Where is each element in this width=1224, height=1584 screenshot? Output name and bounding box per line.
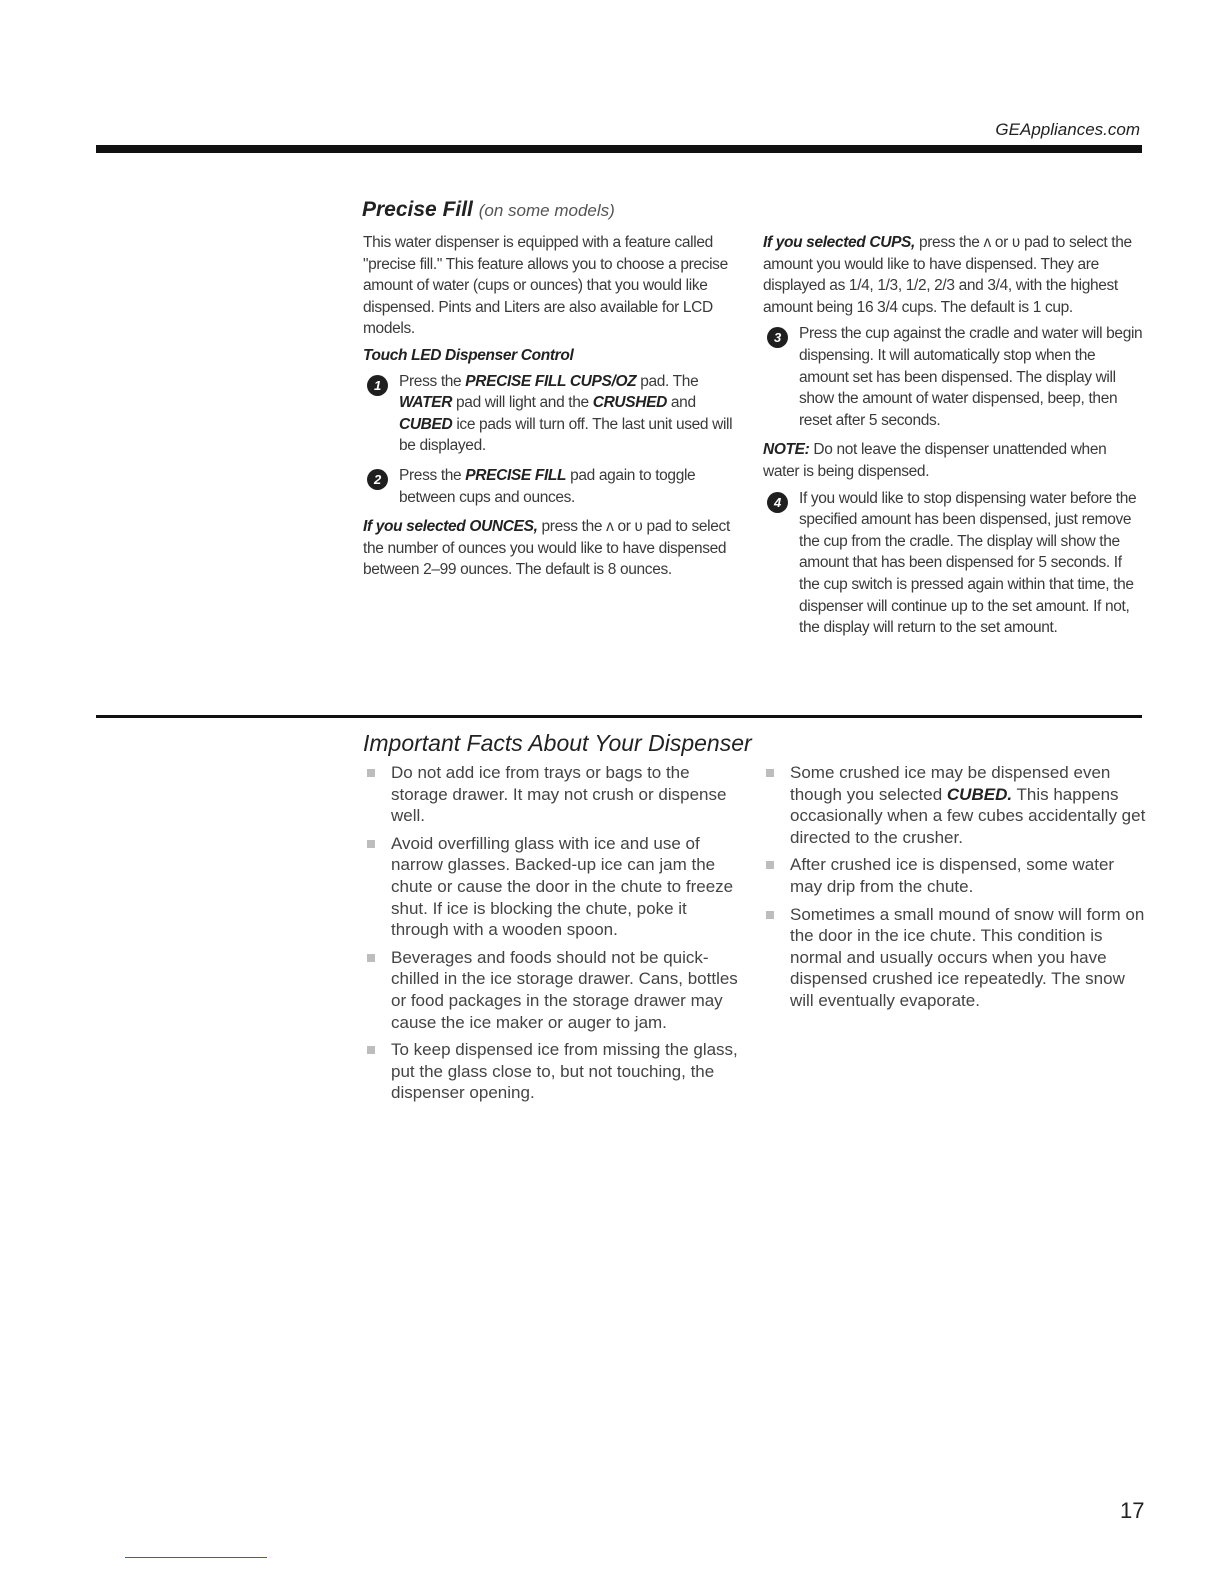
step-text: If you would like to stop dispensing water before the specified amount has been dispensed, just remove the cup from the cradle. The display will show the amount that has been dispensed for 5 seconds. If the cup switch is pressed again within that time, the dispenser will continue up to the set amount. If not, the display will return to the set amount. — [799, 489, 1137, 637]
precise-fill-subtitle: (on some models) — [478, 201, 615, 220]
list-item — [762, 854, 1147, 897]
note-paragraph — [763, 439, 1143, 482]
step-text: Press the cup against the cradle and water will begin dispensing. It will automatically stop when the amount set has been dispensed. The display will show the amount of water dispensed, beep, then reset after 5 seconds. — [799, 325, 1143, 429]
cups-text: press the ʌ or ʋ pad to select the amount you would like to have dispensed. They are displayed as 1/4, 1/3, 1/2, 2/3 and 3/4, with the highest amount being 16 3/4 cups. The default is 1 cup. — [763, 234, 1132, 316]
bullet-icon — [766, 861, 774, 869]
list-item-text: Some crushed ice may be dispensed even though you selected — [790, 763, 1111, 804]
facts-left-list — [363, 762, 748, 1110]
note-lead: NOTE: — [763, 441, 810, 459]
list-item-text: Avoid overfilling glass with ice and use of narrow glasses. Backed-up ice can jam the chute or cause the door in the chute to freeze shut. If ice is blocking the chute, poke it through with a wooden spoon. — [391, 833, 734, 940]
step-text: Press the — [399, 466, 466, 484]
precise-fill-title: Precise Fill — [362, 198, 473, 221]
list-item-text: This happens occasionally when a few cubes accidentally get directed to the crusher. — [790, 784, 1146, 847]
list-item-text: After crushed ice is dispensed, some water may drip from the chute. — [790, 855, 1115, 896]
list-item-text: Beverages and foods should not be quick-chilled in the ice storage drawer. Cans, bottles or food packages in the storage drawer may cause the ice maker or auger to jam. — [391, 947, 738, 1032]
pad-name: WATER — [399, 394, 453, 412]
site-url: GEAppliances.com — [995, 120, 1140, 139]
important-facts-heading: Important Facts About Your Dispenser — [363, 730, 752, 756]
bullet-icon — [367, 769, 375, 777]
bullet-icon — [367, 840, 375, 848]
step-number-badge: 4 — [767, 492, 788, 513]
list-item — [762, 904, 1147, 1012]
pad-name: CUBED. — [946, 784, 1013, 804]
list-item-text: Sometimes a small mound of snow will form on the door in the ice chute. This condition is normal and usually occurs when you have dispensed crushed ice repeatedly. The snow will eventually evaporate. — [790, 904, 1145, 1010]
precise-fill-heading — [362, 198, 615, 222]
step-1 — [363, 371, 741, 457]
section-rule — [96, 715, 1142, 718]
touch-led-subheading: Touch LED Dispenser Control — [363, 346, 574, 364]
pad-name: CUBED — [399, 415, 453, 433]
step-text: ice pads will turn off. The last unit used will be displayed. — [399, 415, 733, 455]
cups-lead: If you selected CUPS, — [763, 234, 916, 251]
bullet-icon — [367, 1046, 375, 1054]
page-number: 17 — [1120, 1498, 1145, 1523]
list-item — [363, 833, 748, 941]
pad-name: CRUSHED — [592, 394, 667, 412]
list-item — [363, 1039, 748, 1104]
step-3 — [763, 323, 1143, 431]
intro-paragraph: This water dispenser is equipped with a feature called "precise fill." This feature allows you to choose a precise amount of water (cups or ounces) that you would like dispensed. Pints and Liters are also available for LCD models. — [363, 234, 728, 338]
list-item — [363, 947, 748, 1033]
list-item-text: Do not add ice from trays or bags to the storage drawer. It may not crush or dispense well. — [391, 763, 727, 826]
list-item — [363, 762, 748, 827]
step-text: Press the — [399, 372, 466, 390]
step-number-badge: 1 — [367, 375, 388, 396]
bullet-icon — [766, 911, 774, 919]
ounces-lead: If you selected OUNCES, — [363, 518, 538, 536]
step-text: pad will light and the — [452, 394, 593, 412]
pad-name: PRECISE FILL — [465, 466, 567, 484]
step-4 — [763, 488, 1143, 639]
bullet-icon — [367, 954, 375, 962]
list-item — [762, 762, 1147, 848]
note-text: Do not leave the dispenser unattended when water is being dispensed. — [763, 441, 1107, 480]
ounces-text: press the ʌ or ʋ pad to select the number of ounces you would like to have dispensed between 2–99 ounces. The default is 8 ounces. — [363, 518, 730, 579]
step-number-badge: 3 — [767, 327, 788, 348]
precise-fill-left-column — [363, 232, 741, 586]
bullet-icon — [766, 769, 774, 777]
precise-fill-right-column — [763, 232, 1143, 647]
step-text: and — [666, 394, 696, 412]
step-text: pad. The — [636, 372, 699, 390]
ounces-paragraph — [363, 516, 741, 581]
list-item-text: To keep dispensed ice from missing the glass, put the glass close to, but not touching, the dispenser opening. — [391, 1040, 738, 1103]
step-2 — [363, 465, 741, 508]
facts-right-list — [762, 762, 1147, 1018]
step-text: pad again to toggle between cups and ounces. — [399, 466, 696, 506]
step-number-badge: 2 — [367, 469, 388, 490]
pad-name: PRECISE FILL CUPS/OZ — [465, 372, 637, 390]
header-rule — [96, 145, 1142, 153]
cups-paragraph — [763, 232, 1143, 318]
footer-link-line — [125, 1557, 267, 1558]
